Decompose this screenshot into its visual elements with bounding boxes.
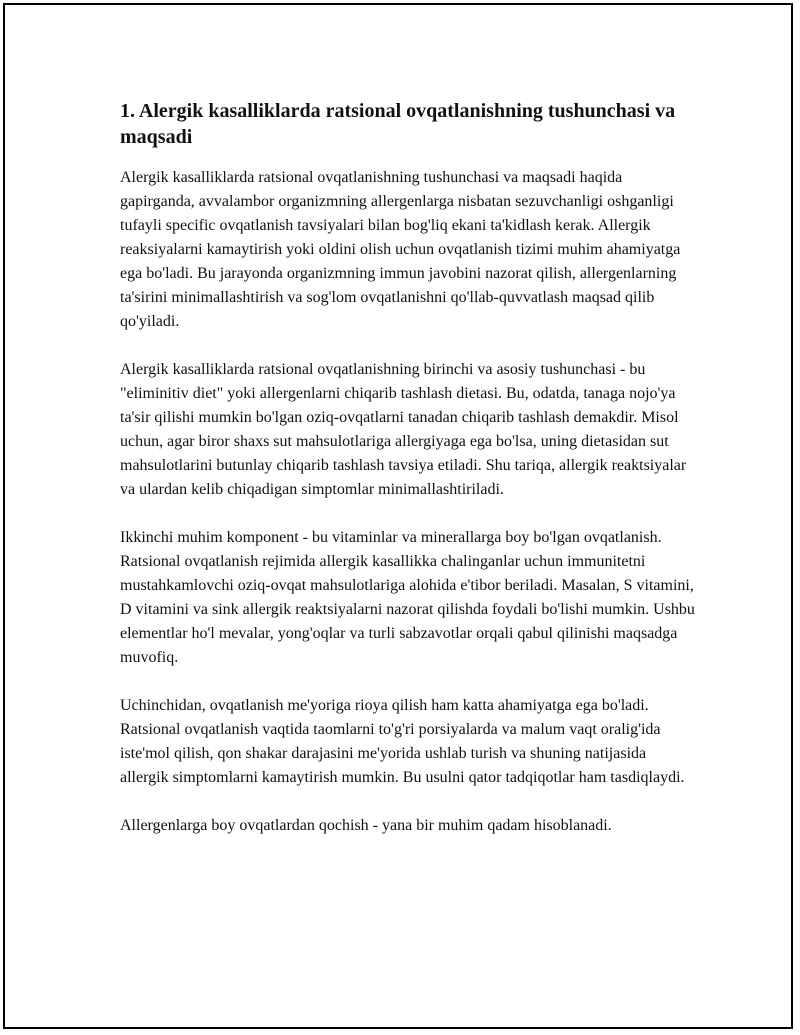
paragraph-5: Allergenlarga boy ovqatlardan qochish - yana bir muhim qadam hisoblanadi. bbox=[120, 817, 612, 834]
section-heading: 1. Alergik kasalliklarda ratsional ovqatlanishning tushunchasi va maqsadi bbox=[120, 100, 676, 148]
paragraph-1: Alergik kasalliklarda ratsional ovqatlanishning tushunchasi va maqsadi haqida gapirganda, avvalambor organizmning allergenlarga nisbatan sezuvchanligi oshganligi tufayli specific ovqatlanish tavsiyalari bilan bog'liq ekani ta'kidlash kerak. Allergik reaksiyalarni kamaytirish yoki oldini olish uchun ovqatlanish tizimi muhim ahamiyatga ega bo'ladi. Bu jarayonda organizmning immun javobini nazorat qilish, allergenlarning ta'sirini minimallashtirish va sog'lom ovqatlanishni qo'llab-quvvatlash maqsad qilib qo'yiladi. bbox=[120, 169, 681, 330]
paragraph-3: Ikkinchi muhim komponent - bu vitaminlar va minerallarga boy bo'lgan ovqatlanish. Ratsional ovqatlanish rejimida allergik kasallikka chalinganlar uchun immunitetni mustahkamlovchi oziq-ovqat mahsulotlariga alohida e'tibor beriladi. Masalan, S vitamini, D vitamini va sink allergik reaktsiyalarni nazorat qilishda foydali bo'lishi mumkin. Ushbu elementlar ho'l mevalar, yong'oqlar va turli sabzavotlar orqali qabul qilinishi maqsadga muvofiq. bbox=[120, 529, 695, 666]
paragraph-2: Alergik kasalliklarda ratsional ovqatlanishning birinchi va asosiy tushunchasi - bu "eliminitiv diet" yoki allergenlarni chiqarib tashlash dietasi. Bu, odatda, tanaga nojo'ya ta'sir qilishi mumkin bo'lgan oziq-ovqatlarni tanadan chiqarib tashlash demakdir. Misol uchun, agar biror shaxs sut mahsulotlariga allergiyaga ega bo'lsa, uning dietasidan sut mahsulotlarini butunlay chiqarib tashlash tavsiya etiladi. Shu tariqa, allergik reaktsiyalar va ulardan kelib chiqadigan simptomlar minimallashtiriladi. bbox=[120, 361, 687, 498]
document-page bbox=[3, 3, 793, 1029]
document-body bbox=[120, 98, 695, 862]
paragraph-4: Uchinchidan, ovqatlanish me'yoriga rioya qilish ham katta ahamiyatga ega bo'ladi. Ratsional ovqatlanish vaqtida taomlarni to'g'ri porsiyalarda va malum vaqt oralig'ida iste'mol qilish, qon shakar darajasini me'yorida ushlab turish va shuning natijasida allergik simptomlarni kamaytirish mumkin. Bu usulni qator tadqiqotlar ham tasdiqlaydi. bbox=[120, 697, 685, 786]
